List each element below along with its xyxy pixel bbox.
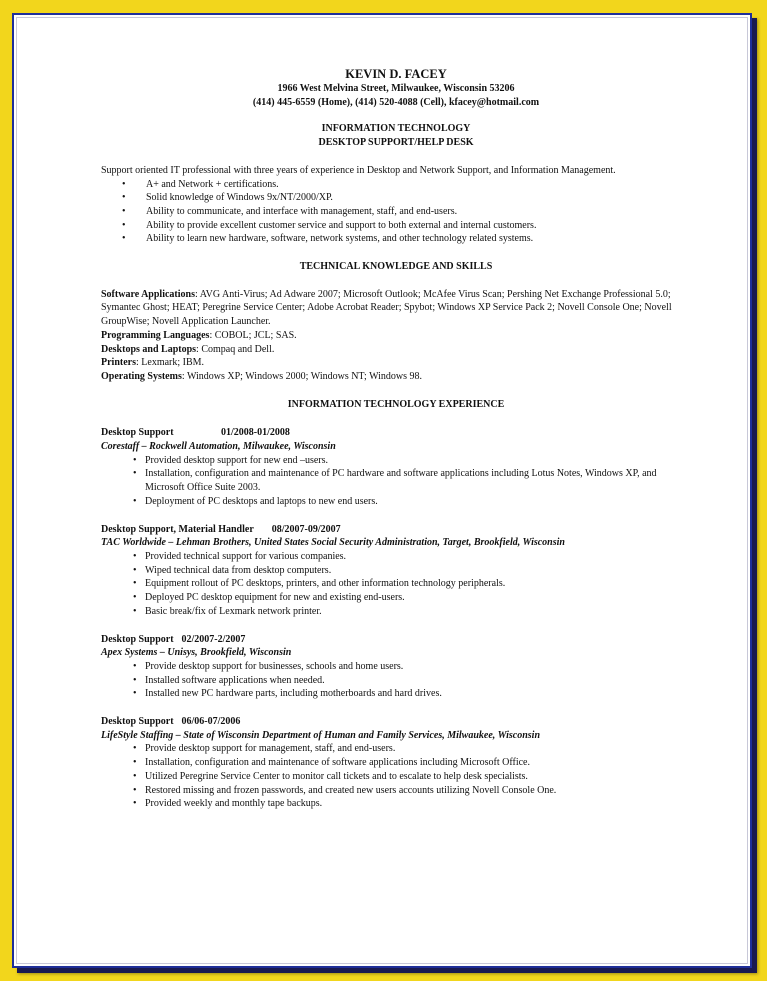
list-item: • Provide desktop support for management, staff, and end-users.	[101, 742, 691, 756]
skills-title: TECHNICAL KNOWLEDGE AND SKILLS	[299, 261, 493, 273]
programming-text: : COBOL; JCL; SAS.	[209, 329, 297, 341]
objective-title-1: INFORMATION TECHNOLOGY	[321, 123, 471, 135]
list-item: • Basic break/fix of Lexmark network printer.	[101, 605, 691, 619]
job-bullets	[101, 742, 691, 811]
list-item: • Deployment of PC desktops and laptops to new end users.	[101, 495, 691, 509]
job-heading	[101, 715, 691, 729]
objective-summary: Support oriented IT professional with three years of experience in Desktop and Network Support, and Information Management.	[101, 164, 616, 176]
list-item: • Utilized Peregrine Service Center to monitor call tickets and to escalate to help desk specialists.	[101, 770, 691, 784]
resume-contact: (414) 445-6559 (Home), (414) 520-4088 (Cell), kfacey@hotmail.com	[252, 96, 540, 108]
job-dates: 08/2007-09/2007	[271, 523, 341, 535]
desktops-text: : Compaq and Dell.	[196, 343, 275, 355]
software-label: Software Applications	[101, 288, 195, 300]
list-item: • Solid knowledge of Windows 9x/NT/2000/XP.	[101, 191, 691, 205]
skills-programming	[101, 329, 691, 343]
objective-title-2: DESKTOP SUPPORT/HELP DESK	[318, 137, 474, 149]
list-item: • Installation, configuration and maintenance of software applications including Microsoft Office.	[101, 756, 691, 770]
resume-address: 1966 West Melvina Street, Milwaukee, Wisconsin 53206	[277, 83, 515, 94]
list-item: • Wiped technical data from desktop computers.	[101, 564, 691, 578]
printers-label: Printers	[101, 357, 136, 369]
list-item: • Installation, configuration and maintenance of PC hardware and software applications including Lotus Notes, Windows XP, and Microsoft Office Suite 2003.	[101, 467, 691, 494]
job-heading	[101, 633, 691, 647]
job-role: Desktop Support	[101, 633, 174, 645]
skills-software	[101, 288, 691, 329]
job-role: Desktop Support	[101, 427, 174, 439]
desktops-label: Desktops and Laptops	[101, 343, 197, 355]
list-item: • Ability to communicate, and interface with management, staff, and end-users.	[101, 205, 691, 219]
skills-printers	[101, 356, 691, 370]
job-heading	[101, 426, 691, 440]
skills-desktops	[101, 343, 691, 357]
list-item: • Provide desktop support for businesses, schools and home users.	[101, 660, 691, 674]
skills-os	[101, 370, 691, 384]
job-employer: Apex Systems – Unisys, Brookfield, Wisconsin	[101, 647, 292, 659]
job-bullets	[101, 550, 691, 619]
objective-bullets	[101, 178, 691, 247]
document-frame	[12, 13, 752, 968]
list-item: • A+ and Network + certifications.	[101, 178, 691, 192]
list-item: • Equipment rollout of PC desktops, printers, and other information technology peripherals.	[101, 577, 691, 591]
os-label: Operating Systems	[101, 370, 182, 382]
list-item: • Restored missing and frozen passwords, and created new users accounts utilizing Novell Console One.	[101, 784, 691, 798]
os-text: : Windows XP; Windows 2000; Windows NT; Windows 98.	[181, 370, 423, 382]
list-item: • Installed new PC hardware parts, including motherboards and hard drives.	[101, 687, 691, 701]
job-role: Desktop Support, Material Handler	[101, 523, 254, 535]
job-role: Desktop Support	[101, 716, 174, 728]
resume-name: KEVIN D. FACEY	[345, 67, 447, 81]
job-dates: 02/2007-2/2007	[181, 633, 246, 645]
list-item: • Ability to learn new hardware, software, network systems, and other technology related systems.	[101, 232, 691, 246]
programming-label: Programming Languages	[101, 329, 210, 341]
job-bullets	[101, 660, 691, 701]
list-item: • Ability to provide excellent customer service and support to both external and internal customers.	[101, 219, 691, 233]
experience-title: INFORMATION TECHNOLOGY EXPERIENCE	[287, 398, 505, 410]
job-heading	[101, 523, 691, 537]
job-bullets	[101, 454, 691, 509]
job-dates: 06/06-07/2006	[181, 716, 241, 728]
list-item: • Provided desktop support for new end –users.	[101, 454, 691, 468]
job-dates: 01/2008-01/2008	[221, 427, 290, 439]
list-item: • Provided technical support for various companies.	[101, 550, 691, 564]
job-employer: TAC Worldwide – Lehman Brothers, United States Social Security Administration, Target, Brookfield, Wisconsin	[101, 537, 565, 549]
job-employer: Corestaff – Rockwell Automation, Milwaukee, Wisconsin	[101, 441, 336, 453]
resume-page	[16, 17, 748, 964]
list-item: • Installed software applications when needed.	[101, 674, 691, 688]
software-text: : AVG Anti-Virus; Ad Adware 2007; Microsoft Outlook; McAfee Virus Scan; Pershing Net Exchange Professional 5.0; Symantec Ghost; HEAT; Peregrine Service Center; Adobe Acrobat Reader; Spybot; Windows XP Service Pack 2; Novell Console One; Novell GroupWise; Novell Application Launcher.	[101, 288, 672, 328]
resume-content	[101, 66, 691, 811]
job-employer: LifeStyle Staffing – State of Wisconsin Department of Human and Family Services, Milwaukee, Wisconsin	[101, 729, 541, 741]
printers-text: : Lexmark; IBM.	[136, 357, 205, 369]
list-item: • Deployed PC desktop equipment for new and existing end-users.	[101, 591, 691, 605]
list-item: • Provided weekly and monthly tape backups.	[101, 797, 691, 811]
